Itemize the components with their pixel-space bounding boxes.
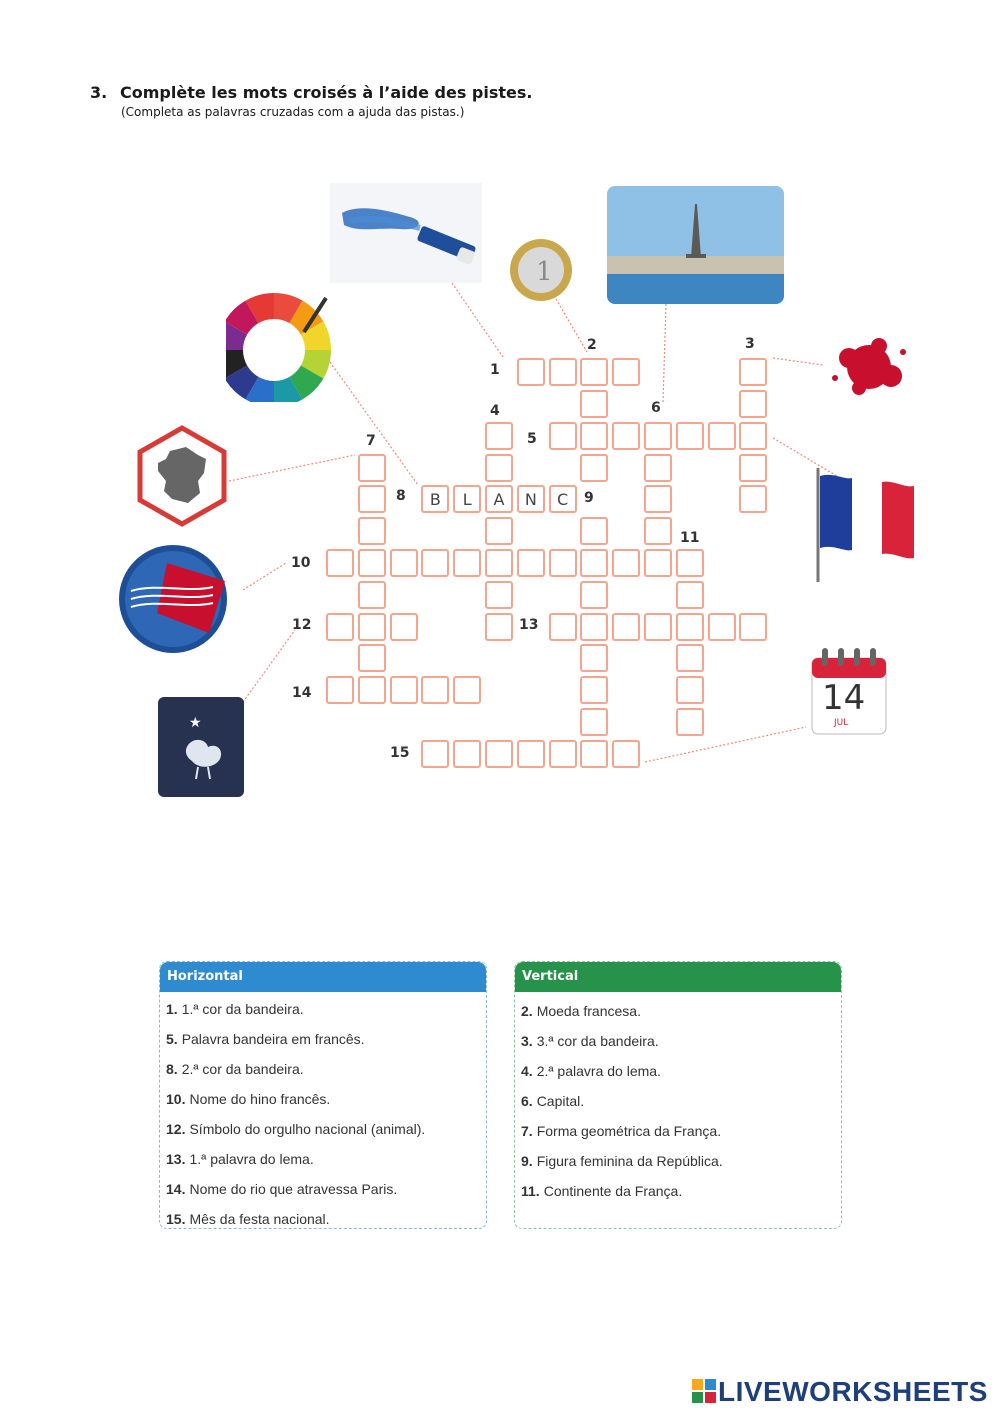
crossword-cell[interactable]	[549, 358, 577, 386]
crossword-cell[interactable]	[580, 390, 608, 418]
crossword-cell[interactable]	[676, 708, 704, 736]
horizontal-clue-number: 12.	[166, 1121, 186, 1137]
vertical-clue-number: 6.	[521, 1093, 533, 1109]
exercise-title-text: Complète les mots croisés à l’aide des pistes.	[120, 83, 533, 102]
vertical-clue-number: 7.	[521, 1123, 533, 1139]
vertical-clue-item	[521, 1116, 841, 1146]
crossword-cell[interactable]	[676, 549, 704, 577]
crossword-cell[interactable]	[739, 422, 767, 450]
crossword-cell[interactable]	[549, 549, 577, 577]
crossword-cell[interactable]	[676, 613, 704, 641]
crossword-cell[interactable]	[390, 676, 418, 704]
vertical-clue-text: Moeda francesa.	[536, 1003, 641, 1019]
crossword-cell[interactable]	[676, 676, 704, 704]
horizontal-clue-number: 1.	[166, 1001, 178, 1017]
crossword-cell[interactable]	[358, 549, 386, 577]
crossword-cell[interactable]	[549, 613, 577, 641]
crossword-cell-filled: L	[453, 485, 481, 513]
liveworksheets-logo-text: LIVEWORKSHEETS	[718, 1376, 988, 1407]
crossword-cell[interactable]	[612, 422, 640, 450]
horizontal-header: Horizontal	[160, 962, 486, 992]
calendar-icon	[806, 644, 892, 738]
crossword-clue-number: 1	[490, 362, 500, 378]
crossword-cell[interactable]	[580, 549, 608, 577]
horizontal-clue-text: Palavra bandeira em francês.	[181, 1031, 365, 1047]
crossword-cell[interactable]	[358, 644, 386, 672]
crossword-cell[interactable]	[739, 358, 767, 386]
horizontal-clue-number: 8.	[166, 1061, 178, 1077]
horizontal-clue-text: 2.ª cor da bandeira.	[181, 1061, 304, 1077]
crossword-cell[interactable]	[676, 644, 704, 672]
crossword-cell[interactable]	[517, 549, 545, 577]
vertical-clue-text: Capital.	[536, 1093, 585, 1109]
crossword-clue-number: 15	[390, 745, 410, 761]
crossword-cell[interactable]	[580, 581, 608, 609]
vertical-header: Vertical	[515, 962, 841, 992]
crossword-cell[interactable]	[390, 549, 418, 577]
crossword-cell[interactable]	[485, 549, 513, 577]
color-wheel-icon	[226, 292, 332, 402]
anthem-badge-icon	[117, 543, 229, 655]
vertical-clue-text: Figura feminina da República.	[536, 1153, 723, 1169]
crossword-cell-filled: A	[485, 485, 513, 513]
crossword-cell[interactable]	[453, 676, 481, 704]
crossword-cell[interactable]	[358, 517, 386, 545]
crossword-cell[interactable]	[739, 613, 767, 641]
crossword-cell[interactable]	[580, 708, 608, 736]
horizontal-clue-text: Símbolo do orgulho nacional (animal).	[189, 1121, 426, 1137]
horizontal-clue-text: Mês da festa nacional.	[189, 1211, 330, 1227]
crossword-cell[interactable]	[612, 613, 640, 641]
crossword-clue-number: 6	[651, 400, 661, 416]
calendar-month: JUL	[834, 718, 849, 728]
crossword-cell[interactable]	[326, 676, 354, 704]
crossword-clue-number: 10	[291, 555, 311, 571]
horizontal-clue-item	[166, 1204, 486, 1234]
horizontal-clue-text: 1.ª palavra do lema.	[189, 1151, 314, 1167]
horizontal-clue-item	[166, 994, 486, 1024]
crossword-cell[interactable]	[644, 422, 672, 450]
crossword-cell[interactable]	[421, 549, 449, 577]
crossword-clue-number: 7	[366, 433, 376, 449]
liveworksheets-logo-icon	[692, 1379, 716, 1403]
crossword-cell[interactable]	[517, 358, 545, 386]
crossword-cell[interactable]	[612, 740, 640, 768]
vertical-clue-item	[521, 1086, 841, 1116]
crossword-cell[interactable]	[580, 676, 608, 704]
crossword-cell[interactable]	[485, 613, 513, 641]
horizontal-clue-text: 1.ª cor da bandeira.	[181, 1001, 304, 1017]
crossword-clue-number: 9	[584, 490, 594, 506]
horizontal-clue-number: 13.	[166, 1151, 186, 1167]
vertical-clue-item	[521, 1026, 841, 1056]
crossword-cell[interactable]	[580, 454, 608, 482]
crossword-cell[interactable]	[580, 358, 608, 386]
crossword-cell[interactable]	[580, 517, 608, 545]
crossword-clue-number: 13	[519, 617, 539, 633]
crossword-cell[interactable]	[358, 454, 386, 482]
exercise-number: 3.	[90, 83, 108, 102]
crossword-cell[interactable]	[644, 454, 672, 482]
crossword-cell[interactable]	[739, 390, 767, 418]
crossword-cell[interactable]	[358, 613, 386, 641]
horizontal-clue-item	[166, 1174, 486, 1204]
crossword-cell[interactable]	[644, 549, 672, 577]
crossword-cell[interactable]	[421, 676, 449, 704]
vertical-clue-item	[521, 996, 841, 1026]
crossword-cell[interactable]	[612, 358, 640, 386]
crossword-cell[interactable]	[517, 740, 545, 768]
horizontal-clue-number: 15.	[166, 1211, 186, 1227]
crossword-clue-number: 11	[680, 530, 700, 546]
calendar-day: 14	[822, 678, 866, 718]
crossword-cell[interactable]	[485, 517, 513, 545]
crossword-cell[interactable]	[708, 613, 736, 641]
crossword-cell[interactable]	[580, 422, 608, 450]
crossword-cell[interactable]	[580, 613, 608, 641]
crossword-clue-number: 14	[292, 685, 312, 701]
eiffel-tower-photo	[607, 186, 784, 304]
crossword-cell[interactable]	[485, 422, 513, 450]
horizontal-clue-item	[166, 1024, 486, 1054]
crossword-cell[interactable]	[421, 740, 449, 768]
crossword-cell-filled: N	[517, 485, 545, 513]
crossword-clue-number: 12	[292, 617, 312, 633]
crossword-cell[interactable]	[485, 581, 513, 609]
vertical-clue-item	[521, 1056, 841, 1086]
crossword-cell[interactable]	[739, 454, 767, 482]
rooster-emblem-icon	[158, 697, 244, 797]
horizontal-clue-item	[166, 1084, 486, 1114]
horizontal-clue-number: 5.	[166, 1031, 178, 1047]
french-flag-icon	[814, 464, 918, 584]
svg-text:★: ★	[189, 715, 202, 731]
horizontal-clue-number: 10.	[166, 1091, 186, 1107]
crossword-cell[interactable]	[708, 422, 736, 450]
crossword-cell[interactable]	[580, 740, 608, 768]
crossword-cell[interactable]	[453, 549, 481, 577]
crossword-cell[interactable]	[485, 740, 513, 768]
vertical-clue-text: Continente da França.	[543, 1183, 683, 1199]
euro-coin-icon	[509, 238, 573, 302]
horizontal-clues-panel	[159, 961, 487, 1229]
crossword-clue-number: 4	[490, 403, 500, 419]
exercise-subtitle: (Completa as palavras cruzadas com a ajuda das pistas.)	[121, 105, 465, 119]
crossword-cell[interactable]	[358, 485, 386, 513]
vertical-clue-item	[521, 1176, 841, 1206]
horizontal-clue-text: Nome do rio que atravessa Paris.	[189, 1181, 398, 1197]
crossword-clue-number: 5	[527, 431, 537, 447]
crossword-cell[interactable]	[453, 740, 481, 768]
crossword-cell[interactable]	[326, 549, 354, 577]
crossword-cell[interactable]	[358, 581, 386, 609]
red-splash-icon	[823, 322, 915, 412]
horizontal-clue-item	[166, 1144, 486, 1174]
vertical-clue-text: 3.ª cor da bandeira.	[536, 1033, 659, 1049]
crossword-cell[interactable]	[612, 549, 640, 577]
crossword-cell[interactable]	[485, 454, 513, 482]
crossword-cell[interactable]	[644, 613, 672, 641]
horizontal-clue-item	[166, 1114, 486, 1144]
crossword-cell[interactable]	[676, 422, 704, 450]
crossword-cell-filled: B	[421, 485, 449, 513]
crossword-cell[interactable]	[580, 644, 608, 672]
vertical-clue-number: 11.	[521, 1183, 540, 1199]
crossword-cell[interactable]	[549, 740, 577, 768]
crossword-cell-filled: C	[549, 485, 577, 513]
crossword-cell[interactable]	[676, 581, 704, 609]
crossword-cell[interactable]	[644, 485, 672, 513]
paint-stroke-icon	[330, 183, 482, 283]
crossword-cell[interactable]	[644, 517, 672, 545]
horizontal-clue-text: Nome do hino francês.	[189, 1091, 331, 1107]
crossword-cell[interactable]	[549, 422, 577, 450]
vertical-clue-number: 2.	[521, 1003, 533, 1019]
vertical-clue-number: 9.	[521, 1153, 533, 1169]
france-map-icon	[136, 425, 228, 527]
horizontal-clue-item	[166, 1054, 486, 1084]
svg-text:1: 1	[536, 257, 553, 287]
vertical-clue-text: Forma geométrica da França.	[536, 1123, 722, 1139]
crossword-cell[interactable]	[326, 613, 354, 641]
vertical-clue-item	[521, 1146, 841, 1176]
crossword-clue-number: 2	[587, 337, 597, 353]
liveworksheets-logo	[692, 1376, 988, 1408]
vertical-clue-number: 3.	[521, 1033, 533, 1049]
vertical-clues-panel	[514, 961, 842, 1229]
crossword-cell[interactable]	[358, 676, 386, 704]
crossword-cell[interactable]	[739, 485, 767, 513]
horizontal-clue-number: 14.	[166, 1181, 186, 1197]
vertical-clue-text: 2.ª palavra do lema.	[536, 1063, 661, 1079]
crossword-clue-number: 8	[396, 488, 406, 504]
crossword-cell[interactable]	[390, 613, 418, 641]
vertical-clue-number: 4.	[521, 1063, 533, 1079]
crossword-clue-number: 3	[745, 336, 755, 352]
